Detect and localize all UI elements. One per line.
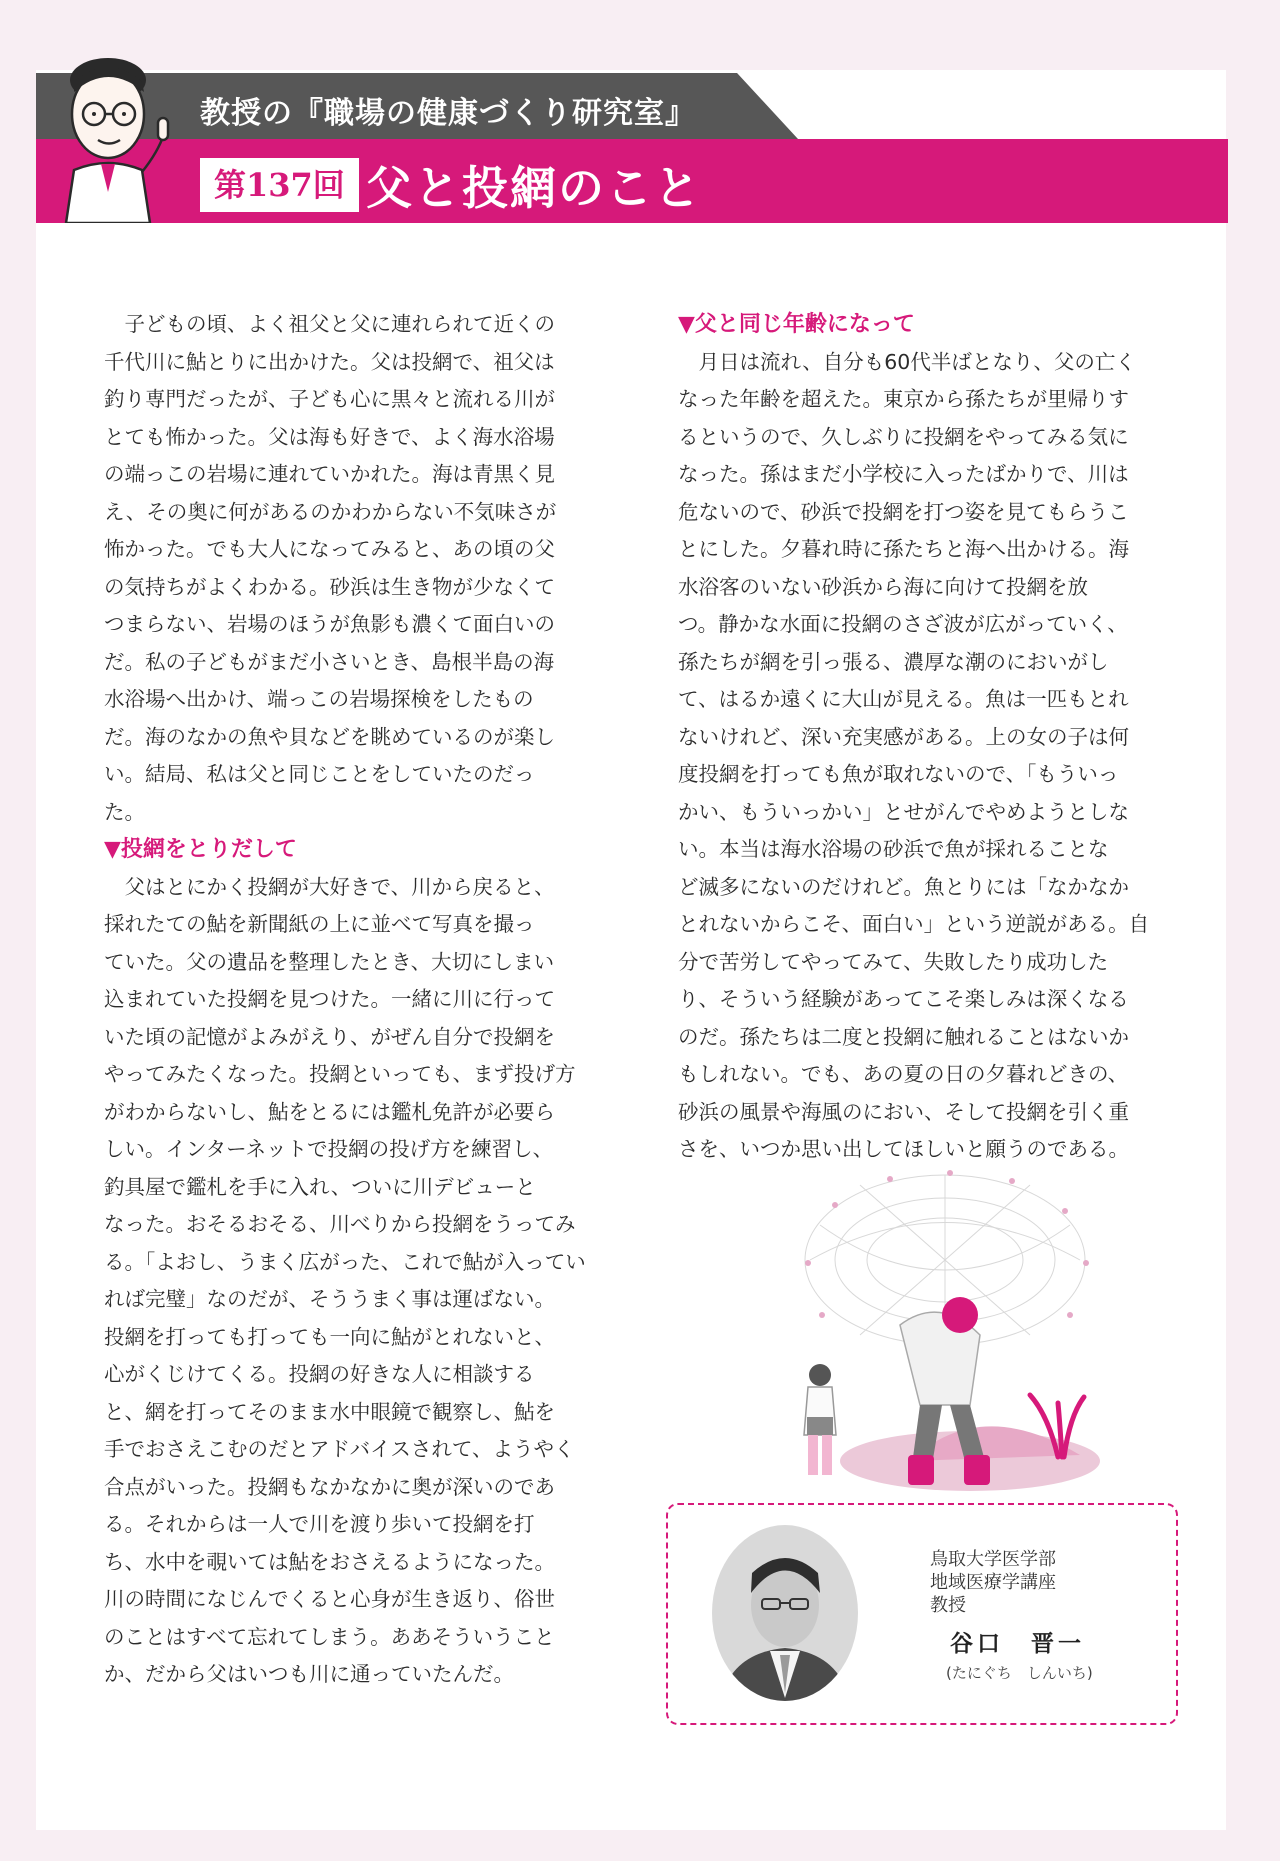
cast-net-illustration <box>780 1165 1110 1505</box>
text-line: 釣り専門だったが、子ども心に黒々と流れる川が <box>104 387 555 411</box>
text-line: 心がくじけてくる。投網の好きな人に相談する <box>104 1362 535 1386</box>
text-line: つまらない、岩場のほうが魚影も濃くて面白いの <box>104 612 555 636</box>
text-line: た。 <box>104 799 145 824</box>
text-line: 怖かった。でも大人になってみると、あの頃の父 <box>104 537 555 561</box>
affiliation-line-2: 地域医療学講座 <box>930 1572 1056 1593</box>
text-line: のことはすべて忘れてしまう。ああそういうこと <box>104 1624 555 1649</box>
text-line: 度投網を打っても魚が取れないので、「もういっ <box>678 762 1119 786</box>
text-line: 月日は流れ、自分も60代半ばとなり、父の亡く <box>698 349 1136 374</box>
text-line: ないけれど、深い充実感がある。上の女の子は何 <box>678 724 1129 749</box>
section-heading: ▼父と同じ年齢になって <box>678 312 915 337</box>
author-position: 教授 <box>930 1595 966 1616</box>
text-line: とれないからこそ、面白い」という逆説がある。自 <box>678 912 1150 936</box>
text-line: 手でおさえこむのだとアドバイスされて、ようやく <box>104 1437 575 1461</box>
text-line: 水浴場へ出かけ、端っこの岩場探検をしたもの <box>104 687 534 711</box>
author-affiliation <box>930 1548 1056 1617</box>
text-line: 子どもの頃、よく祖父と父に連れられて近くの <box>124 312 555 336</box>
paragraph-same-age <box>678 344 1158 1169</box>
text-line: て、はるか遠くに大山が見える。魚は一匹もとれ <box>678 687 1129 711</box>
text-line: 川の時間になじんでくると心身が生き返り、俗世 <box>104 1587 555 1611</box>
text-line: い。本当は海水浴場の砂浜で魚が採れることな <box>678 837 1109 861</box>
text-line: の気持ちがよくわかる。砂浜は生き物が少なくて <box>104 574 555 599</box>
author-photo <box>710 1523 860 1703</box>
text-line: かい、もういっかい」とせがんでやめようとしな <box>678 799 1129 824</box>
text-line: ていた。父の遺品を整理したとき、大切にしまい <box>104 949 555 974</box>
text-line: とても怖かった。父は海も好きで、よく海水浴場 <box>104 424 555 449</box>
text-line: 水浴客のいない砂浜から海に向けて投網を放 <box>678 574 1088 599</box>
text-line: もしれない。でも、あの夏の日の夕暮れどきの、 <box>678 1062 1129 1086</box>
text-line: さを、いつか思い出してほしいと願うのである。 <box>678 1137 1129 1161</box>
text-line: る。それからは一人で川を渡り歩いて投網を打 <box>104 1512 535 1536</box>
section-heading: ▼投網をとりだして <box>104 837 297 862</box>
text-line: 投網を打っても打っても一向に鮎がとれないと、 <box>104 1324 555 1349</box>
text-line: るというので、久しぶりに投網をやってみる気に <box>678 424 1129 449</box>
text-line: れば完璧」なのだが、そううまく事は運ばない。 <box>104 1287 555 1311</box>
text-line: 釣具屋で鑑札を手に入れ、ついに川デビューと <box>104 1174 536 1199</box>
author-name-reading: (たにぐち しんいち) <box>946 1664 1093 1682</box>
right-column <box>678 306 1158 1169</box>
affiliation-line-1: 鳥取大学医学部 <box>930 1549 1056 1570</box>
text-line: の端っこの岩場に連れていかれた。海は青黒く見 <box>104 462 555 486</box>
episode-label: 第137回 <box>200 158 359 212</box>
text-line: 分で苦労してやってみて、失敗したり成功した <box>678 949 1109 974</box>
text-line: いた頃の記憶がよみがえり、がぜん自分で投網を <box>104 1024 555 1049</box>
article-title: 父と投網のこと <box>366 161 702 215</box>
text-line: い。結局、私は父と同じことをしていたのだっ <box>104 762 535 786</box>
text-line: なった。孫はまだ小学校に入ったばかりで、川は <box>678 462 1129 486</box>
series-title: 教授の『職場の健康づくり研究室』 <box>200 96 696 131</box>
text-line: る。「よおし、うまく広がった、これで鮎が入ってい <box>104 1249 586 1274</box>
text-line: 父はとにかく投網が大好きで、川から戻ると、 <box>124 874 555 899</box>
professor-mascot-icon <box>46 52 196 223</box>
author-name: 谷口 晋一 <box>950 1631 1085 1657</box>
text-line: と、網を打ってそのまま水中眼鏡で観察し、鮎を <box>104 1399 555 1424</box>
text-line: しい。インターネットで投網の投げ方を練習し、 <box>104 1137 554 1161</box>
text-line: ど滅多にないのだけれど。魚とりには「なかなか <box>678 874 1129 899</box>
text-line: なった。おそるおそる、川べりから投網をうってみ <box>104 1212 576 1236</box>
text-line: 合点がいった。投網もなかなかに奥が深いのであ <box>104 1474 555 1499</box>
text-line: 採れたての鮎を新聞紙の上に並べて写真を撮っ <box>104 912 535 936</box>
left-column <box>104 306 584 1694</box>
text-line: 危ないので、砂浜で投網を打つ姿を見てもらうこ <box>678 499 1129 524</box>
text-line: 千代川に鮎とりに出かけた。父は投網で、祖父は <box>104 349 555 374</box>
text-line: ち、水中を覗いては鮎をおさえるようになった。 <box>104 1549 555 1574</box>
text-line: 孫たちが網を引っ張る、濃厚な潮のにおいがし <box>678 649 1109 674</box>
text-line: なった年齢を超えた。東京から孫たちが里帰りす <box>678 387 1129 411</box>
text-line: やってみたくなった。投網といっても、まず投げ方 <box>104 1062 576 1086</box>
text-line: だ。海のなかの魚や貝などを眺めているのが楽し <box>104 724 555 749</box>
text-line: え、その奥に何があるのかわからない不気味さが <box>104 499 557 524</box>
text-line: がわからないし、鮎をとるには鑑札免許が必要ら <box>104 1099 555 1124</box>
text-line: つ。静かな水面に投網のさざ波が広がっていく、 <box>678 612 1128 636</box>
paragraph-net <box>104 869 584 1694</box>
paragraph-intro <box>104 306 584 831</box>
text-line: とにした。夕暮れ時に孫たちと海へ出かける。海 <box>678 537 1129 561</box>
text-line: のだ。孫たちは二度と投網に触れることはないか <box>678 1024 1129 1049</box>
text-line: 込まれていた投網を見つけた。一緒に川に行って <box>104 987 555 1011</box>
text-line: り、そういう経験があってこそ楽しみは深くなる <box>678 987 1129 1011</box>
text-line: だ。私の子どもがまだ小さいとき、島根半島の海 <box>104 649 555 674</box>
text-line: か、だから父はいつも川に通っていたんだ。 <box>104 1662 514 1686</box>
text-line: 砂浜の風景や海風のにおい、そして投網を引く重 <box>678 1099 1129 1124</box>
